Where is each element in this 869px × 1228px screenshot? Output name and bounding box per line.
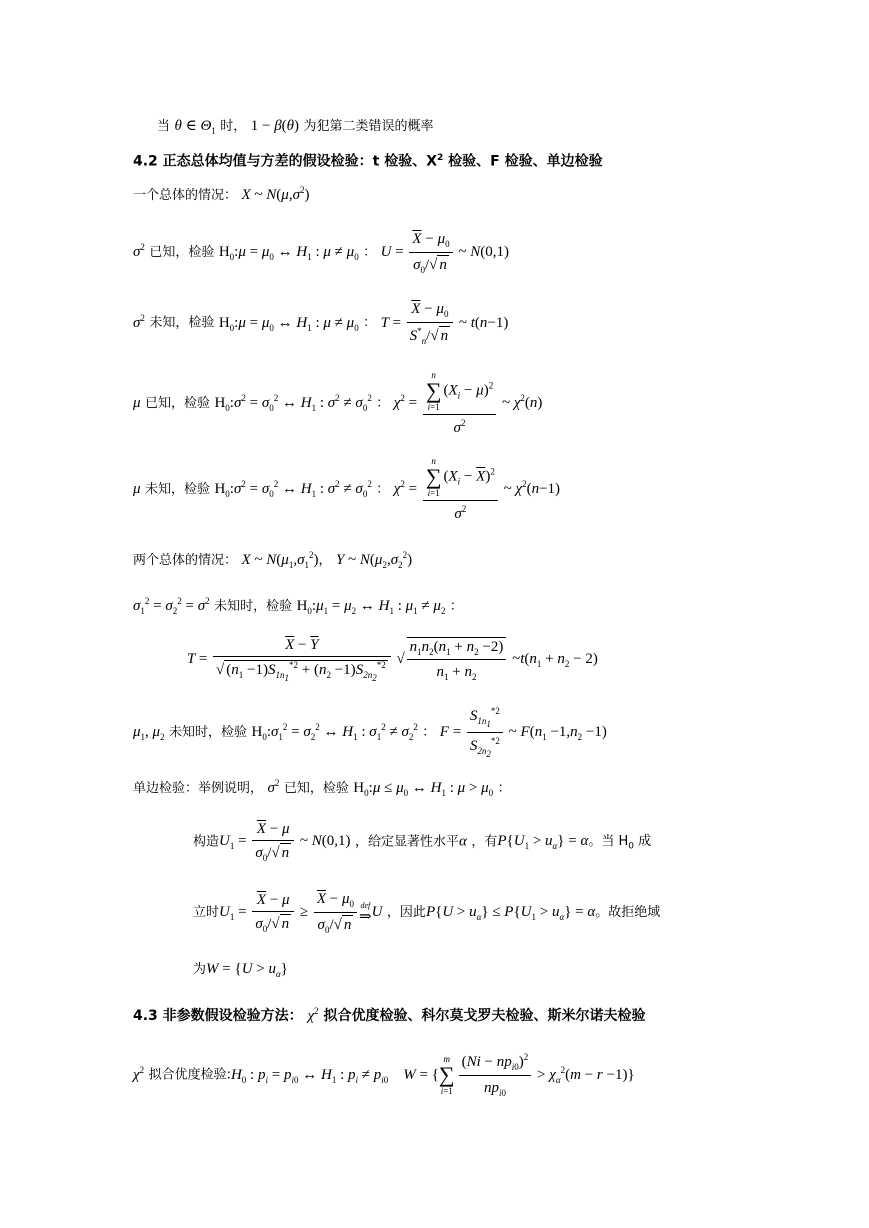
heading-text: 4.2 正态总体均值与方差的假设检验：t 检验、X [133,153,438,170]
label: 拟合优度检验: [148,1067,231,1083]
text: 时， [220,119,247,134]
formula: $\chi^2$ = n ∑ i=1 $(X_i - \overline{X})^2$ $\sigma^2$ ~ $\chi^2(n-1)$ [393,456,561,522]
text: ： [422,725,436,741]
text: ，给定显著性水平 [354,834,459,850]
text: 构造 [193,834,220,850]
formula: T = $\frac{\overline{X} - \mu_0}{S^*_n/√ n}$ ~ t(n−1) [380,301,509,346]
one-sided-para-2 [193,890,660,936]
formula: $\sigma^2$ [133,312,145,331]
formula: $\chi^2$ [133,1064,145,1083]
text: 未知，检验 [149,315,215,331]
label: 一个总体的情况： [133,188,238,203]
formula: $\sigma^2$ [133,242,145,261]
text: ： [497,781,511,796]
test-case-4 [133,456,560,523]
label: 两个总体的情况： [133,553,238,568]
formula: 1 − β(θ) [250,118,300,134]
formula: $W = \{U > u_\alpha\}$ [206,961,288,979]
two-pop-case-2 [133,706,607,759]
text: ， [318,553,332,568]
formula: $H_0:\sigma^2 = \sigma_0^2$ ↔ $H_1$ : $\sigma^2 \ne \sigma_0^2$ [214,392,372,413]
heading-sup: 2 [437,153,444,163]
formula: $\chi^2$ = n ∑ i=1 $(X_i - \mu)^2$ $\sigma^2$ ~ $\chi^2(n)$ [393,370,543,436]
section-heading-4-3 [133,1006,646,1025]
two-pop-t-formula [187,636,598,684]
one-population-line [133,185,309,204]
formula: μ [133,480,141,497]
formula: X ~ $N(\mu_1,\sigma_1^2)$ [241,550,319,570]
text: 已知，检验 [149,245,215,261]
formula: $H_0$ : $p_i = p_{i0}$ ↔ $H_1$ : $p_i \ne p_{i0}$ W = { m ∑ i=1 $\frac{(Ni - np_{i0})^2}{np_{i0}}$ > $\chi_\alpha^2(m - r -1)$} [230,1052,635,1098]
text: 为犯第二类错误的概率 [303,119,434,134]
text: ： [363,315,377,331]
formula: $H_0:\mu_1 = \mu_2$ ↔ $H_1$ : $\mu_1 \ne \mu_2$ [296,598,446,616]
formula: T = $\frac{\overline{X} - \overline{Y}}{√ (n_1 -1)S_{1n_1}^{*2} + (n_2 -1)S_{2n_2}^{*2}}$ √ $\frac{n_1n_2(n_1 + n_2 -2)}{n_1 + n_2}$ $\sim t(n_1 + n_2 - 2)$ [187,637,598,683]
formula: X ~ $N(\mu,\sigma^2)$ [241,185,310,203]
test-case-1 [133,230,509,276]
formula: μ [133,394,141,411]
formula: $\sigma_1^2 = \sigma_2^2 = \sigma^2$ [133,596,210,616]
formula: $\chi^2$ [307,1006,319,1024]
formula: $P\{U_1 > u_\alpha\} = \alpha$ [497,833,589,852]
formula: $\mu_1$, $\mu_2$ [133,724,165,743]
section-heading-4-2 [133,153,603,170]
test-case-2 [133,300,508,347]
test-case-3 [133,370,542,437]
text: ： [363,245,377,261]
chi-square-fit-line [133,1052,635,1099]
formula: Y ~ $N(\mu_2,\sigma_2^2)$ [335,550,413,570]
formula: $U_1$ = $\frac{\overline{X} - \mu}{\sigma_0/√ n}$ ~ N(0,1) [219,821,351,863]
text: 未知时，检验 [169,725,248,741]
text: 为 [193,962,207,977]
two-population-line [133,550,412,571]
heading-text: 4.3 非参数假设检验方法： [133,1008,303,1024]
text: 。当 $H_0$ 成 [588,834,652,852]
formula: $H_0:\sigma_1^2 = \sigma_2^2$ ↔ $H_1$ : $\sigma_1^2 \ne \sigma_2^2$ [251,722,418,743]
two-pop-case-1 [133,596,463,617]
text: 未知，检验 [144,481,210,497]
text: ： [376,395,390,411]
text: 立时 [193,905,220,921]
text: 已知，检验 [144,395,210,411]
formula: F = $\frac{S_{1n_1}^{*2}}{S_{2n_2}^{*2}}$ ~ $F(n_1 -1,n_2 -1)$ [439,706,607,759]
type2-error-line [157,117,434,137]
text: ，有 [471,834,498,850]
text: 单边检验：举例说明， [133,781,264,796]
formula: $H_0:\sigma^2 = \sigma_0^2$ ↔ $H_1$ : $\sigma^2 \ne \sigma_0^2$ [214,478,372,499]
formula: $P\{U > u_\alpha\} \le P\{U_1 > u_\alpha\} = \alpha$ [425,904,596,923]
text: ： [376,481,390,497]
formula: $\sigma^2$ [267,778,280,796]
formula: $U_1$ = $\frac{\overline{X} - \mu}{\sigma_0/√ n}$ ≥ $\frac{\overline{X} - \mu_0}{\sigma_0/√ n}$ def ⇒ U [219,891,383,935]
formula: U = $\frac{\overline{X} - \mu_0}{\sigma_0/√ n}$ ~ N(0,1) [380,231,509,275]
one-sided-intro [133,778,511,799]
formula: $H_0:\mu \le \mu_0$ ↔ $H_1$ : $\mu > \mu_0$ [353,780,494,798]
text: 。故拒绝域 [595,905,661,921]
formula: θ ∈ $\Theta_1$ [174,118,216,136]
formula: $H_0:\mu = \mu_0$ ↔ $H_1$ : $\mu \ne \mu_0$ [218,314,359,333]
formula: $H_0:\mu = \mu_0$ ↔ $H_1$ : $\mu \ne \mu_0$ [218,244,359,263]
one-sided-para-3 [193,960,288,980]
text: 已知，检验 [283,781,349,796]
formula: α [459,833,467,850]
text: ，因此 [386,905,426,921]
text: 未知时，检验 [214,599,293,614]
one-sided-para-1 [193,820,651,864]
text: 当 [157,119,171,134]
heading-text: 拟合优度检验、科尔莫戈罗夫检验、斯米尔诺夫检验 [323,1008,646,1024]
heading-text: 检验、F 检验、单边检验 [443,153,603,170]
text: ： [449,599,463,614]
